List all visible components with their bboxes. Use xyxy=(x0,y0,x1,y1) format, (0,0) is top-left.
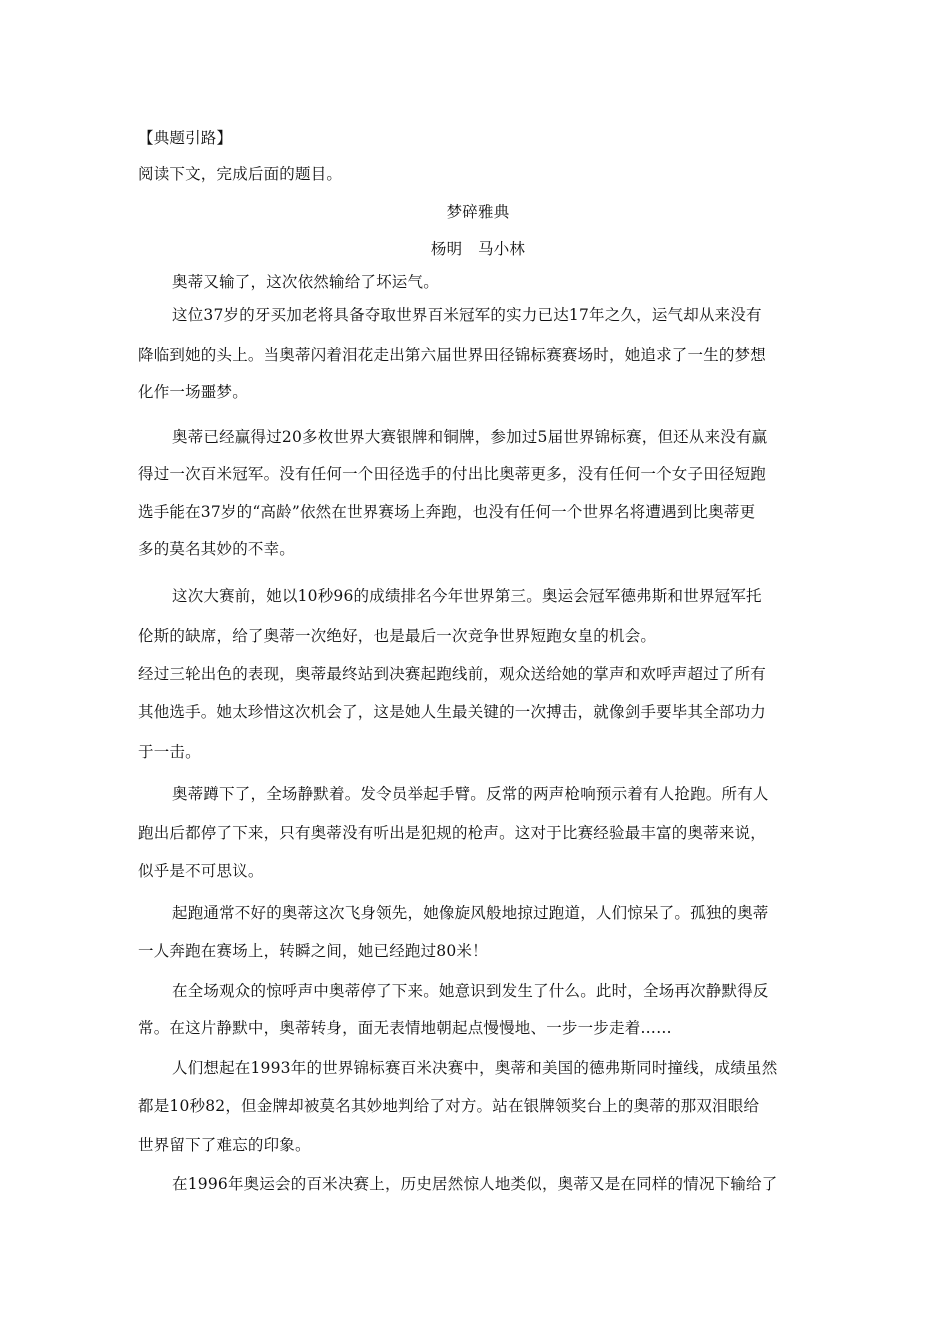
paragraph-line: 经过三轮出色的表现，奥蒂最终站到决赛起跑线前，观众送给她的掌声和欢呼声超过了所有 xyxy=(138,665,767,683)
paragraph-line: 在1996年奥运会的百米决赛上，历史居然惊人地类似，奥蒂又是在同样的情况下输给了 xyxy=(172,1175,778,1193)
paragraph-line: 常。在这片静默中，奥蒂转身，面无表情地朝起点慢慢地、一步一步走着…… xyxy=(138,1019,672,1037)
paragraph-line: 世界留下了难忘的印象。 xyxy=(138,1136,311,1154)
paragraph-line: 奥蒂蹲下了，全场静默着。发令员举起手臂。反常的两声枪响预示着有人抢跑。所有人 xyxy=(172,785,769,803)
paragraph-line: 奥蒂又输了，这次依然输给了坏运气。 xyxy=(172,273,439,291)
paragraph-line: 伦斯的缺席，给了奥蒂一次绝好，也是最后一次竞争世界短跑女皇的机会。 xyxy=(138,627,657,645)
paragraph-line: 人们想起在1993年的世界锦标赛百米决赛中，奥蒂和美国的德弗斯同时撞线，成绩虽然 xyxy=(172,1059,778,1077)
paragraph-line: 似乎是不可思议。 xyxy=(138,862,264,880)
paragraph-line: 降临到她的头上。当奥蒂闪着泪花走出第六届世界田径锦标赛赛场时，她追求了一生的梦想 xyxy=(138,346,767,364)
paragraph-line: 这次大赛前，她以10秒96的成绩排名今年世界第三。奥运会冠军德弗斯和世界冠军托 xyxy=(172,587,762,605)
paragraph-line: 在全场观众的惊呼声中奥蒂停了下来。她意识到发生了什么。此时，全场再次静默得反 xyxy=(172,982,769,1000)
paragraph-line: 多的莫名其妙的不幸。 xyxy=(138,540,296,558)
paragraph-line: 起跑通常不好的奥蒂这次飞身领先，她像旋风般地掠过跑道，人们惊呆了。孤独的奥蒂 xyxy=(172,904,769,922)
paragraph-line: 一人奔跑在赛场上，转瞬之间，她已经跑过80米！ xyxy=(138,942,488,960)
paragraph-line: 选手能在37岁的“高龄”依然在世界赛场上奔跑，也没有任何一个世界名将遭遇到比奥蒂更 xyxy=(138,503,756,521)
paragraph-line: 都是10秒82，但金牌却被莫名其妙地判给了对方。站在银牌领奖台上的奥蒂的那双泪眼给 xyxy=(138,1097,760,1115)
paragraph-line: 化作一场噩梦。 xyxy=(138,383,248,401)
paragraph-line: 其他选手。她太珍惜这次机会了，这是她人生最关键的一次搏击，就像剑手要毕其全部功力 xyxy=(138,703,767,721)
instruction-text: 阅读下文，完成后面的题目。 xyxy=(138,165,343,183)
paragraph-line: 于一击。 xyxy=(138,743,201,761)
paragraph-line: 这位37岁的牙买加老将具备夺取世界百米冠军的实力已达17年之久，运气却从来没有 xyxy=(172,306,762,324)
article-title: 梦碎雅典 xyxy=(446,203,510,221)
paragraph-line: 跑出后都停了下来，只有奥蒂没有听出是犯规的枪声。这对于比赛经验最丰富的奥蒂来说， xyxy=(138,824,767,842)
section-header: 【典题引路】 xyxy=(138,129,233,147)
article-authors: 杨明 马小林 xyxy=(430,240,526,258)
paragraph-line: 奥蒂已经赢得过20多枚世界大赛银牌和铜牌，参加过5届世界锦标赛，但还从来没有赢 xyxy=(172,428,768,446)
paragraph-line: 得过一次百米冠军。没有任何一个田径选手的付出比奥蒂更多，没有任何一个女子田径短跑 xyxy=(138,465,767,483)
